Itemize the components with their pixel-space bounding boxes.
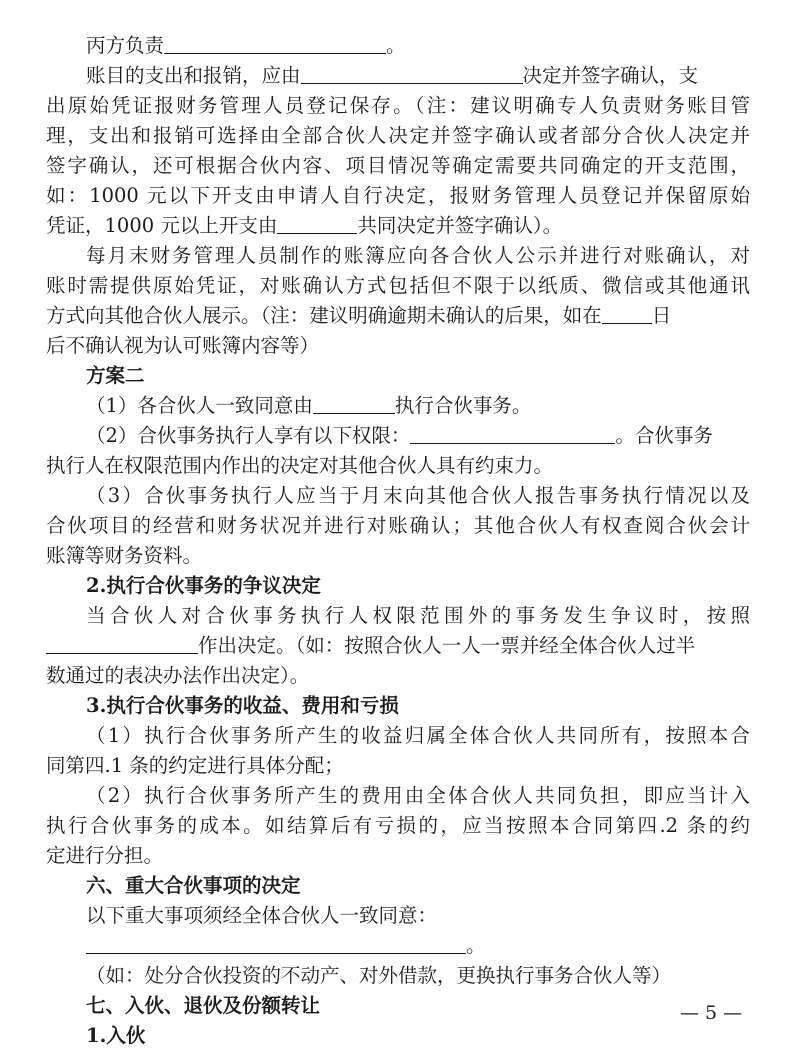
line-text: 作出决定。（如：按照合伙人一人一票并经全体合伙人过半	[198, 634, 696, 657]
text-line	[86, 421, 713, 451]
line-text: 执行合伙事务。	[394, 394, 532, 417]
fill-blank	[46, 633, 198, 654]
line-text: 。合伙事务	[615, 424, 713, 447]
section-heading: 1.入伙	[86, 1024, 146, 1047]
text-line	[86, 391, 531, 421]
text-line	[46, 631, 695, 661]
fill-blank	[164, 33, 386, 54]
section-heading: 六、重大合伙事项的决定	[86, 874, 301, 897]
fill-blank	[277, 213, 357, 234]
text-line	[86, 31, 406, 61]
fill-blank	[313, 393, 395, 414]
line-text: 共同决定并签字确认）。	[357, 214, 563, 237]
line-text: 方式向其他合伙人展示。（注：建议明确逾期未确认的后果，如在	[46, 304, 602, 327]
text-line: （2）执行合伙事务所产生的费用由全体合伙人共同负担，即应当计入	[86, 784, 750, 807]
text-line: 如：1000 元以下开支由申请人自行决定，报财务管理人员登记并保留原始	[46, 184, 750, 207]
fill-blank	[301, 63, 523, 84]
line-text: （1）各合伙人一致同意由	[86, 394, 313, 417]
text-line: 出原始凭证报财务管理人员登记保存。（注：建议明确专人负责财务账目管	[46, 94, 750, 117]
text-line: （3）合伙事务执行人应当于月末向其他合伙人报告事务执行情况以及	[86, 484, 750, 507]
text-line: 合伙项目的经营和财务状况并进行对账确认；其他合伙人有权查阅合伙会计	[46, 514, 750, 537]
line-text: （2）合伙事务执行人享有以下权限：	[86, 424, 411, 447]
text-line: 当合伙人对合伙事务执行人权限范围外的事务发生争议时，按照	[86, 604, 750, 627]
text-line: 定进行分担。	[46, 844, 164, 867]
line-text: 。	[386, 34, 406, 57]
text-line: 账簿等财务资料。	[46, 544, 203, 567]
text-line: （如：处分合伙投资的不动产、对外借款，更换执行事务合伙人等）	[86, 964, 672, 987]
text-line	[86, 61, 698, 91]
page-number: — 5 —	[680, 1002, 743, 1024]
text-line: 执行合伙事务的成本。如结算后有亏损的，应当按照本合同第四.2 条的约	[46, 814, 750, 837]
text-line: 以下重大事项须经全体合伙人一致同意：	[86, 904, 438, 927]
text-line	[46, 211, 562, 241]
text-line	[46, 301, 671, 331]
text-line	[86, 931, 486, 961]
text-line: 数通过的表决办法作出决定）。	[46, 664, 310, 687]
line-text: 决定并签字确认，支	[522, 64, 699, 87]
text-line: 签字确认，还可根据合伙内容、项目情况等确定需要共同确定的开支范围，	[46, 154, 750, 177]
section-heading: 七、入伙、退伙及份额转让	[86, 994, 321, 1017]
section-heading: 方案二	[86, 364, 145, 387]
line-text: 丙方负责	[86, 34, 165, 57]
line-text: 凭证，1000 元以上开支由	[46, 214, 278, 237]
fill-blank	[410, 423, 615, 444]
line-text: 账目的支出和报销，应由	[86, 64, 301, 87]
fill-blank	[602, 303, 652, 324]
text-line: 理，支出和报销可选择由全部合伙人决定并签字确认或者部分合伙人决定并	[46, 124, 750, 147]
text-line: 账时需提供原始凭证，对账确认方式包括但不限于以纸质、微信或其他通讯	[46, 274, 750, 297]
line-text: 日	[651, 304, 672, 327]
text-line: 同第四.1 条的约定进行具体分配；	[46, 754, 344, 777]
fill-blank	[86, 933, 466, 954]
section-heading: 3.执行合伙事务的收益、费用和亏损	[86, 694, 399, 717]
text-line: 执行人在权限范围内作出的决定对其他合伙人具有约束力。	[46, 454, 554, 477]
section-heading: 2.执行合伙事务的争议决定	[86, 574, 321, 597]
text-line: （1）执行合伙事务所产生的收益归属全体合伙人共同所有，按照本合	[86, 724, 750, 747]
text-line: 后不确认视为认可账簿内容等）	[46, 334, 320, 357]
text-line: 每月末财务管理人员制作的账簿应向各合伙人公示并进行对账确认，对	[86, 244, 750, 267]
line-text: 。	[466, 934, 486, 957]
